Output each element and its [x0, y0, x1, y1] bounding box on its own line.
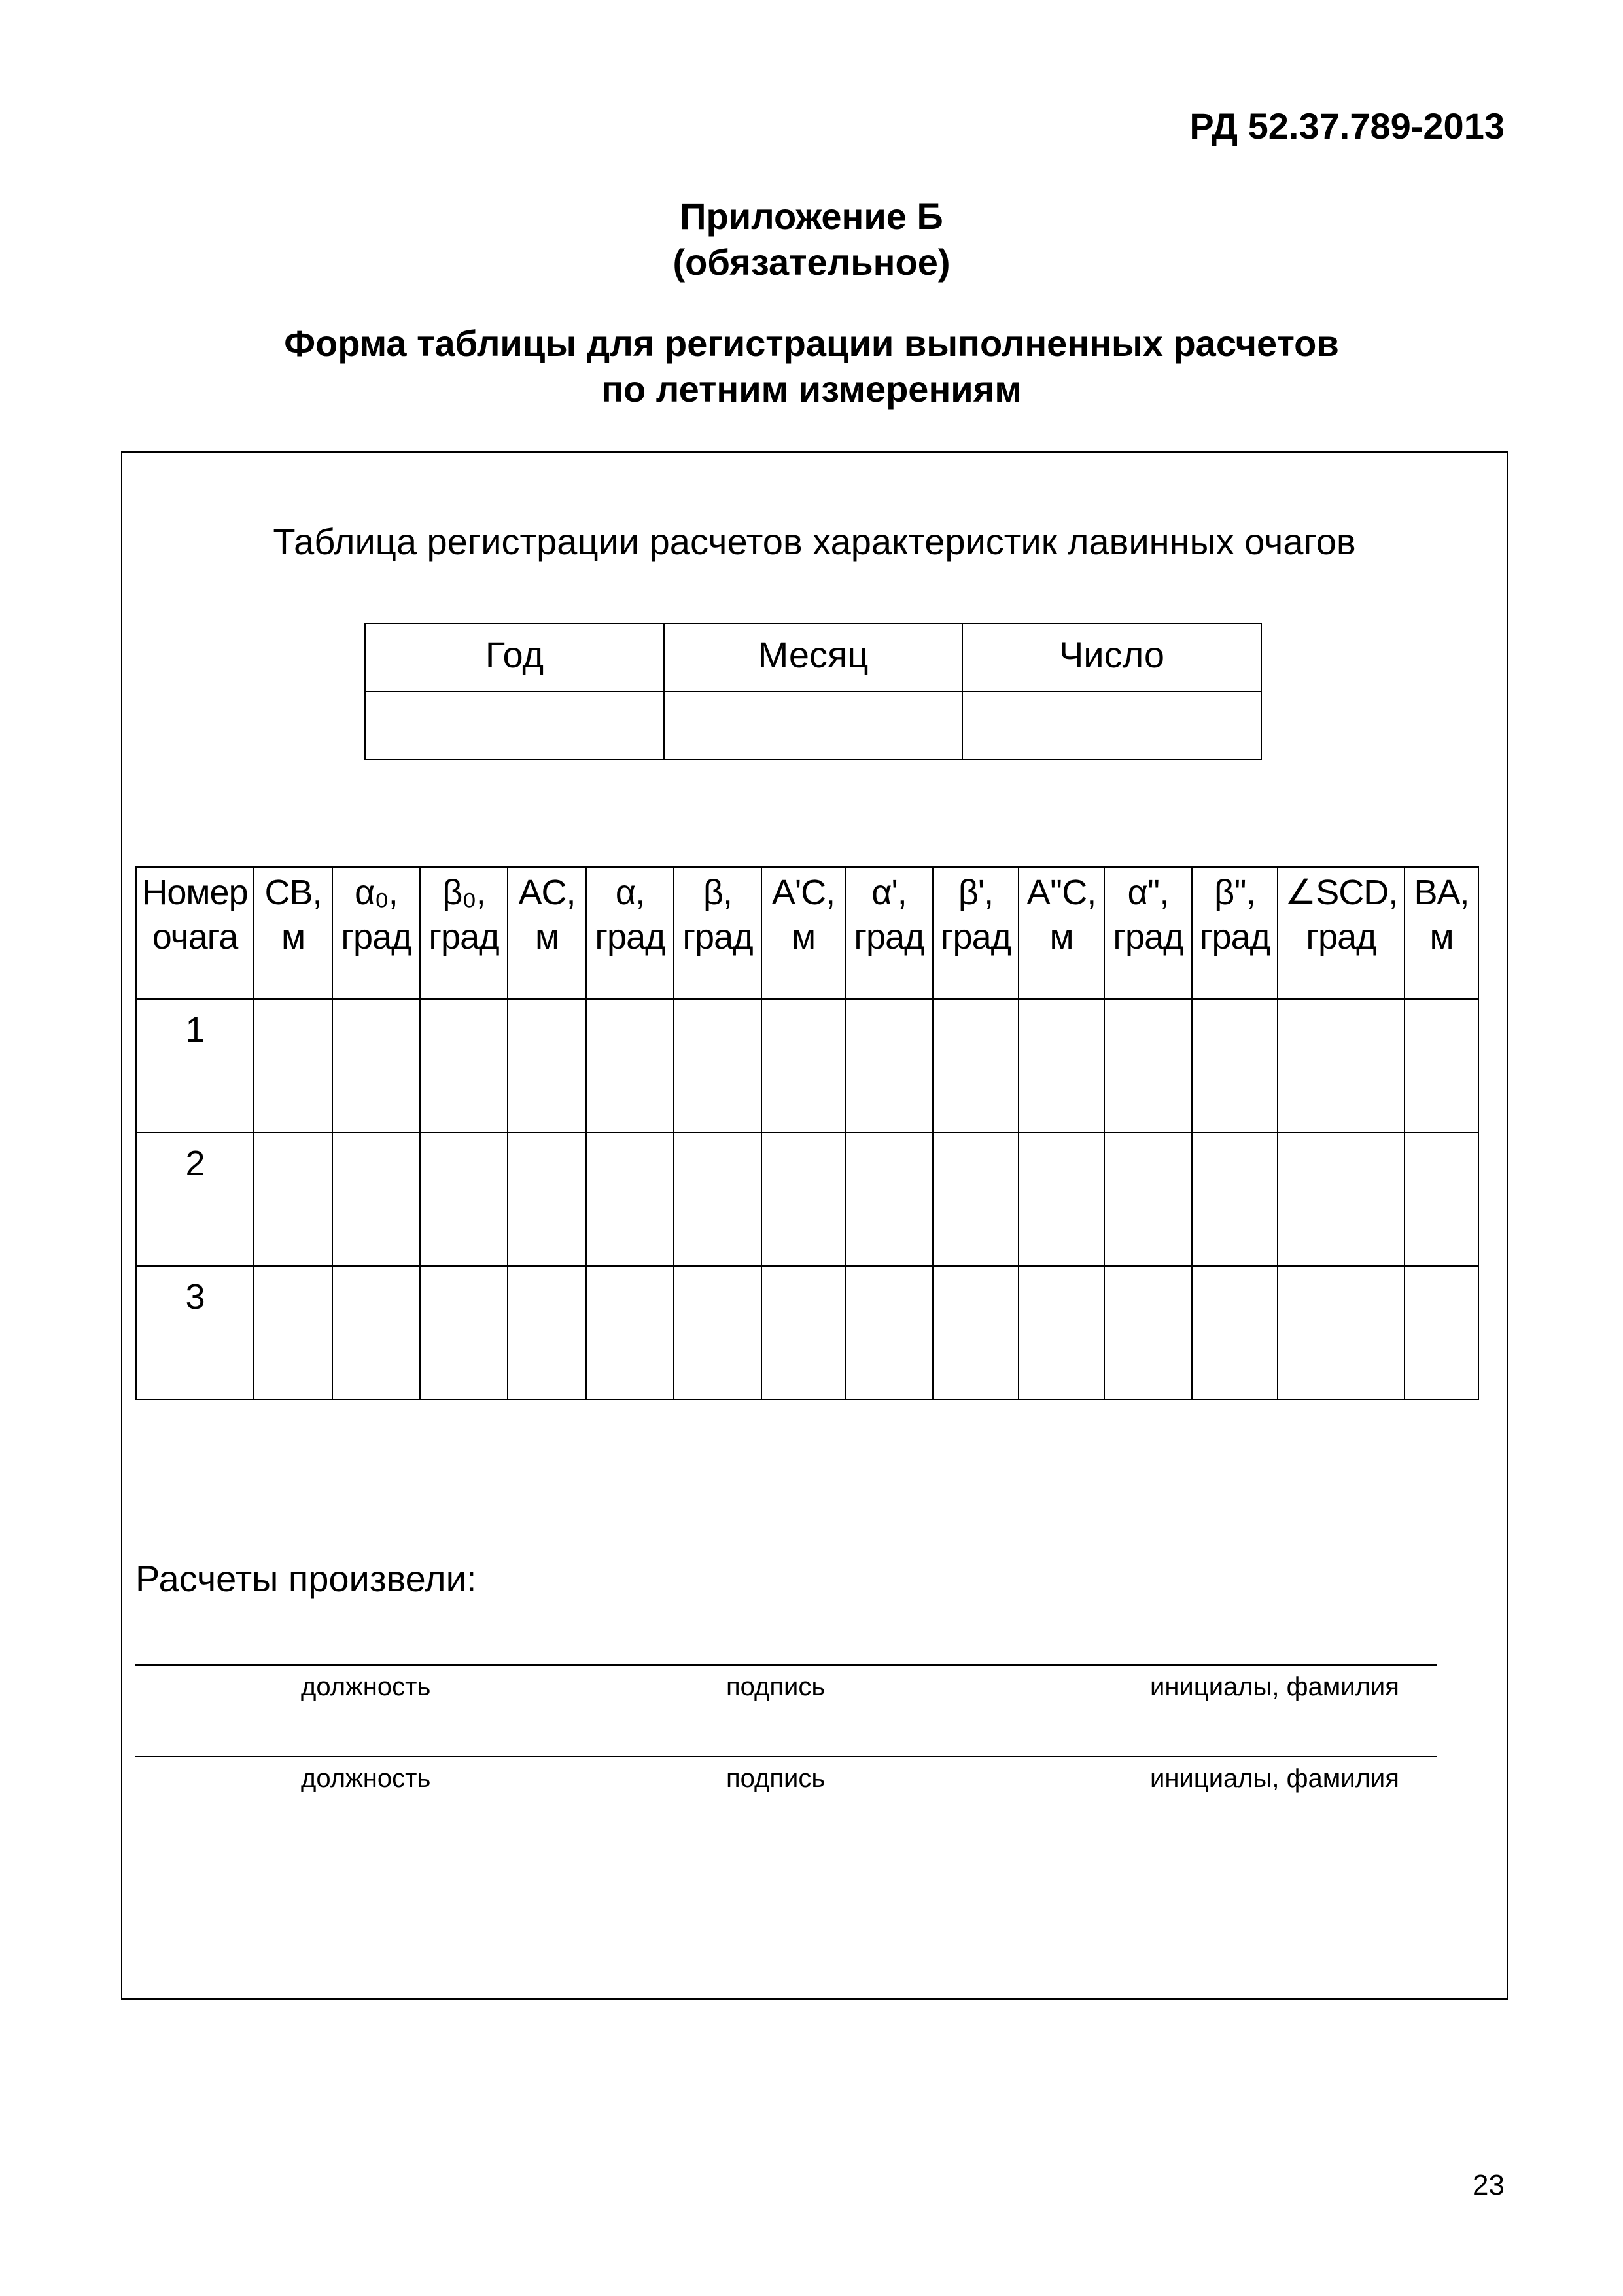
table-cell: [1405, 999, 1478, 1133]
table-cell: [1278, 999, 1405, 1133]
table-cell: [1192, 999, 1278, 1133]
table-cell: [845, 999, 933, 1133]
table-cell: [420, 999, 508, 1133]
form-title: [0, 321, 1623, 412]
date-table-header-row: [365, 624, 1261, 692]
signature-caption-position-2: должность: [301, 1764, 431, 1793]
table-cell: [761, 1266, 845, 1400]
signature-caption-signature-2: подпись: [726, 1764, 826, 1793]
signature-line-2: [135, 1756, 1437, 1757]
row-number: 1: [136, 999, 254, 1133]
table-cell: [1192, 1266, 1278, 1400]
table-cell: [674, 999, 761, 1133]
table-cell: [420, 1133, 508, 1266]
table-cell: [1019, 1266, 1104, 1400]
appendix-title: Приложение Б: [680, 196, 943, 237]
col-header-focus-number: Номер очага: [136, 867, 254, 999]
table-header-row: [136, 867, 1478, 999]
table-cell: [586, 1133, 674, 1266]
registration-table: [135, 866, 1479, 1400]
table-cell: [1405, 1266, 1478, 1400]
col-header-beta-double-prime: β'', град: [1192, 867, 1278, 999]
appendix-heading: [0, 194, 1623, 285]
col-header-ba: BA, м: [1405, 867, 1478, 999]
date-header-day: Число: [962, 624, 1261, 692]
form-title-line-1: Форма таблицы для регистрации выполненных расчетов: [284, 323, 1339, 364]
table-cell: [1104, 999, 1192, 1133]
col-header-alpha: α, град: [586, 867, 674, 999]
table-cell: [420, 1266, 508, 1400]
date-value-month: [664, 692, 962, 760]
col-header-alpha-double-prime: α'', град: [1104, 867, 1192, 999]
table-cell: [1019, 999, 1104, 1133]
table-cell: [933, 1266, 1019, 1400]
table-cell: [586, 1266, 674, 1400]
date-header-year: Год: [365, 624, 664, 692]
table-cell: [508, 999, 586, 1133]
date-header-month: Месяц: [664, 624, 962, 692]
table-cell: [933, 1133, 1019, 1266]
table-cell: [933, 999, 1019, 1133]
table-cell: [1278, 1266, 1405, 1400]
table-cell: [254, 999, 332, 1133]
row-number: 2: [136, 1133, 254, 1266]
signatures-label: Расчеты произвели:: [135, 1558, 477, 1599]
table-cell: [1104, 1133, 1192, 1266]
table-cell: [1019, 1133, 1104, 1266]
table-cell: [1278, 1133, 1405, 1266]
date-value-year: [365, 692, 664, 760]
col-header-cb: CB, м: [254, 867, 332, 999]
signature-caption-position-1: должность: [301, 1672, 431, 1701]
table-cell: [254, 1266, 332, 1400]
table-cell: [508, 1266, 586, 1400]
table-cell: [586, 999, 674, 1133]
col-header-beta: β, град: [674, 867, 761, 999]
table-row: [136, 999, 1478, 1133]
table-cell: [332, 1133, 420, 1266]
table-caption: Таблица регистрации расчетов характеристик лавинных очагов: [273, 521, 1356, 562]
col-header-alpha-prime: α', град: [845, 867, 933, 999]
table-cell: [332, 1266, 420, 1400]
table-cell: [674, 1133, 761, 1266]
table-cell: [1192, 1133, 1278, 1266]
form-title-line-2: по летним измерениям: [601, 368, 1022, 410]
table-cell: [254, 1133, 332, 1266]
col-header-beta-prime: β', град: [933, 867, 1019, 999]
document-code: РД 52.37.789-2013: [1189, 105, 1505, 147]
table-cell: [1405, 1133, 1478, 1266]
col-header-a-double-prime-c: A''C, м: [1019, 867, 1104, 999]
signature-caption-name-2: инициалы, фамилия: [1150, 1764, 1399, 1793]
table-cell: [508, 1133, 586, 1266]
table-cell: [761, 1133, 845, 1266]
table-cell: [845, 1266, 933, 1400]
col-header-a-prime-c: A'C, м: [761, 867, 845, 999]
table-cell: [761, 999, 845, 1133]
table-cell: [1104, 1266, 1192, 1400]
col-header-ac: AC, м: [508, 867, 586, 999]
table-cell: [332, 999, 420, 1133]
col-header-alpha0: α₀, град: [332, 867, 420, 999]
table-cell: [845, 1133, 933, 1266]
date-table-value-row: [365, 692, 1261, 760]
row-number: 3: [136, 1266, 254, 1400]
col-header-beta0: β₀, град: [420, 867, 508, 999]
page-number: 23: [1473, 2169, 1505, 2201]
appendix-note: (обязательное): [672, 241, 951, 283]
date-table: [364, 623, 1262, 760]
table-row: [136, 1266, 1478, 1400]
signature-line-1: [135, 1664, 1437, 1666]
date-value-day: [962, 692, 1261, 760]
table-row: [136, 1133, 1478, 1266]
signature-caption-signature-1: подпись: [726, 1672, 826, 1701]
signature-caption-name-1: инициалы, фамилия: [1150, 1672, 1399, 1701]
col-header-angle-scd: ∠SCD, град: [1278, 867, 1405, 999]
table-cell: [674, 1266, 761, 1400]
